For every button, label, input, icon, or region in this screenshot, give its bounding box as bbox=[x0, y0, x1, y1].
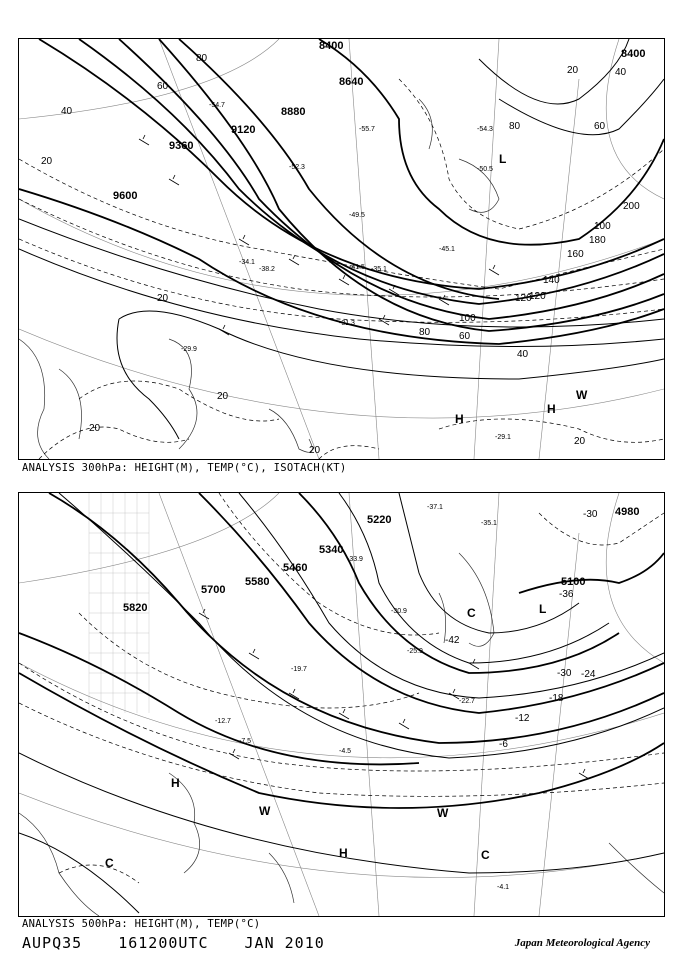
svg-text:5580: 5580 bbox=[245, 576, 270, 588]
agency-credit: Japan Meteorological Agency bbox=[514, 937, 650, 949]
height-label: 8640 bbox=[339, 76, 364, 88]
height-label: 8400 bbox=[319, 40, 344, 52]
svg-text:C: C bbox=[467, 606, 476, 620]
coastline bbox=[19, 99, 499, 459]
svg-text:-33.9: -33.9 bbox=[347, 556, 363, 563]
svg-text:80: 80 bbox=[419, 327, 431, 338]
svg-text:20: 20 bbox=[567, 65, 579, 76]
svg-text:200: 200 bbox=[623, 201, 640, 212]
height-label: 8880 bbox=[281, 106, 306, 118]
svg-text:160: 160 bbox=[567, 249, 584, 260]
svg-text:H: H bbox=[455, 412, 464, 426]
svg-text:60: 60 bbox=[157, 81, 169, 92]
svg-text:100: 100 bbox=[594, 221, 611, 232]
svg-text:-55.7: -55.7 bbox=[359, 126, 375, 133]
svg-text:H: H bbox=[547, 402, 556, 416]
valid-time: 161200UTC bbox=[118, 934, 209, 952]
svg-text:-35.1: -35.1 bbox=[481, 520, 497, 527]
chart-500hpa bbox=[18, 492, 665, 917]
height-label: 9120 bbox=[231, 124, 256, 136]
svg-text:-37.1: -37.1 bbox=[427, 504, 443, 511]
product-code: AUPQ35 bbox=[22, 934, 83, 952]
svg-text:5340: 5340 bbox=[319, 544, 344, 556]
map-300hpa bbox=[19, 39, 664, 459]
svg-text:-34.1: -34.1 bbox=[239, 259, 255, 266]
svg-text:-18: -18 bbox=[549, 693, 564, 704]
svg-text:5460: 5460 bbox=[283, 562, 308, 574]
height-labels bbox=[113, 40, 645, 202]
svg-text:-22.7: -22.7 bbox=[459, 698, 475, 705]
svg-text:-6: -6 bbox=[499, 739, 508, 750]
svg-text:-31.3: -31.3 bbox=[339, 320, 355, 327]
svg-text:-19.7: -19.7 bbox=[291, 666, 307, 673]
svg-text:-24: -24 bbox=[581, 669, 596, 680]
svg-text:L: L bbox=[499, 152, 507, 166]
svg-text:120: 120 bbox=[529, 291, 546, 302]
svg-text:-54.7: -54.7 bbox=[209, 102, 225, 109]
isotach-labels bbox=[41, 53, 640, 456]
svg-text:W: W bbox=[437, 806, 449, 820]
svg-text:-52.3: -52.3 bbox=[289, 164, 305, 171]
svg-text:W: W bbox=[259, 804, 271, 818]
svg-text:H: H bbox=[339, 846, 348, 860]
map-500hpa bbox=[19, 493, 664, 916]
svg-text:20: 20 bbox=[89, 423, 101, 434]
caption-300hpa: ANALYSIS 300hPa: HEIGHT(M), TEMP(°C), ISOTACH(KT) bbox=[22, 462, 347, 474]
svg-text:40: 40 bbox=[615, 67, 627, 78]
svg-text:-42: -42 bbox=[445, 635, 460, 646]
svg-text:H: H bbox=[171, 776, 180, 790]
isotach-contours bbox=[19, 39, 664, 439]
svg-text:-25.9: -25.9 bbox=[407, 648, 423, 655]
svg-text:C: C bbox=[105, 856, 114, 870]
product-footer bbox=[22, 934, 351, 952]
coastline bbox=[19, 553, 664, 916]
svg-text:-4.1: -4.1 bbox=[497, 884, 510, 891]
pressure-systems bbox=[105, 602, 546, 870]
caption-500hpa: ANALYSIS 500hPa: HEIGHT(M), TEMP(°C) bbox=[22, 918, 261, 930]
svg-text:60: 60 bbox=[594, 121, 606, 132]
chart-300hpa bbox=[18, 38, 665, 460]
svg-text:140: 140 bbox=[543, 275, 560, 286]
svg-text:-30: -30 bbox=[557, 668, 572, 679]
svg-text:40: 40 bbox=[61, 106, 73, 117]
svg-text:180: 180 bbox=[589, 235, 606, 246]
svg-text:4980: 4980 bbox=[615, 506, 640, 518]
svg-text:5220: 5220 bbox=[367, 514, 392, 526]
svg-text:-45.1: -45.1 bbox=[439, 246, 455, 253]
svg-text:C: C bbox=[481, 848, 490, 862]
svg-text:-30.9: -30.9 bbox=[391, 608, 407, 615]
svg-text:-35.1: -35.1 bbox=[371, 266, 387, 273]
svg-text:20: 20 bbox=[217, 391, 229, 402]
svg-text:-41.5: -41.5 bbox=[349, 264, 365, 271]
svg-text:-29.9: -29.9 bbox=[181, 346, 197, 353]
svg-text:5700: 5700 bbox=[201, 584, 226, 596]
height-contours bbox=[19, 493, 664, 808]
svg-text:40: 40 bbox=[517, 349, 529, 360]
temperature-values bbox=[181, 102, 511, 441]
svg-text:-50.5: -50.5 bbox=[477, 166, 493, 173]
svg-text:60: 60 bbox=[459, 331, 471, 342]
svg-text:80: 80 bbox=[509, 121, 521, 132]
height-label: 9360 bbox=[169, 140, 194, 152]
svg-text:-49.5: -49.5 bbox=[349, 212, 365, 219]
svg-text:5100: 5100 bbox=[561, 576, 586, 588]
chart-date: JAN 2010 bbox=[244, 934, 325, 952]
svg-text:-38.2: -38.2 bbox=[259, 266, 275, 273]
svg-text:-54.3: -54.3 bbox=[477, 126, 493, 133]
svg-text:W: W bbox=[576, 388, 588, 402]
svg-text:-12.7: -12.7 bbox=[215, 718, 231, 725]
svg-text:-4.5: -4.5 bbox=[339, 748, 352, 755]
svg-text:-30: -30 bbox=[583, 509, 598, 520]
svg-text:120: 120 bbox=[515, 293, 532, 304]
wind-barbs bbox=[139, 135, 499, 335]
svg-text:L: L bbox=[539, 602, 547, 616]
svg-text:20: 20 bbox=[309, 445, 321, 456]
svg-text:-29.1: -29.1 bbox=[495, 434, 511, 441]
svg-text:-7.5: -7.5 bbox=[239, 738, 252, 745]
svg-text:80: 80 bbox=[196, 53, 208, 64]
svg-text:20: 20 bbox=[157, 293, 169, 304]
svg-text:100: 100 bbox=[459, 313, 476, 324]
svg-text:20: 20 bbox=[574, 436, 586, 447]
svg-text:20: 20 bbox=[41, 156, 53, 167]
svg-text:-36: -36 bbox=[559, 589, 574, 600]
station-temps bbox=[215, 504, 509, 891]
temperature-contours bbox=[19, 79, 664, 459]
svg-text:-12: -12 bbox=[515, 713, 530, 724]
height-label: 8400 bbox=[621, 48, 646, 60]
svg-text:5820: 5820 bbox=[123, 602, 148, 614]
height-label: 9600 bbox=[113, 190, 138, 202]
